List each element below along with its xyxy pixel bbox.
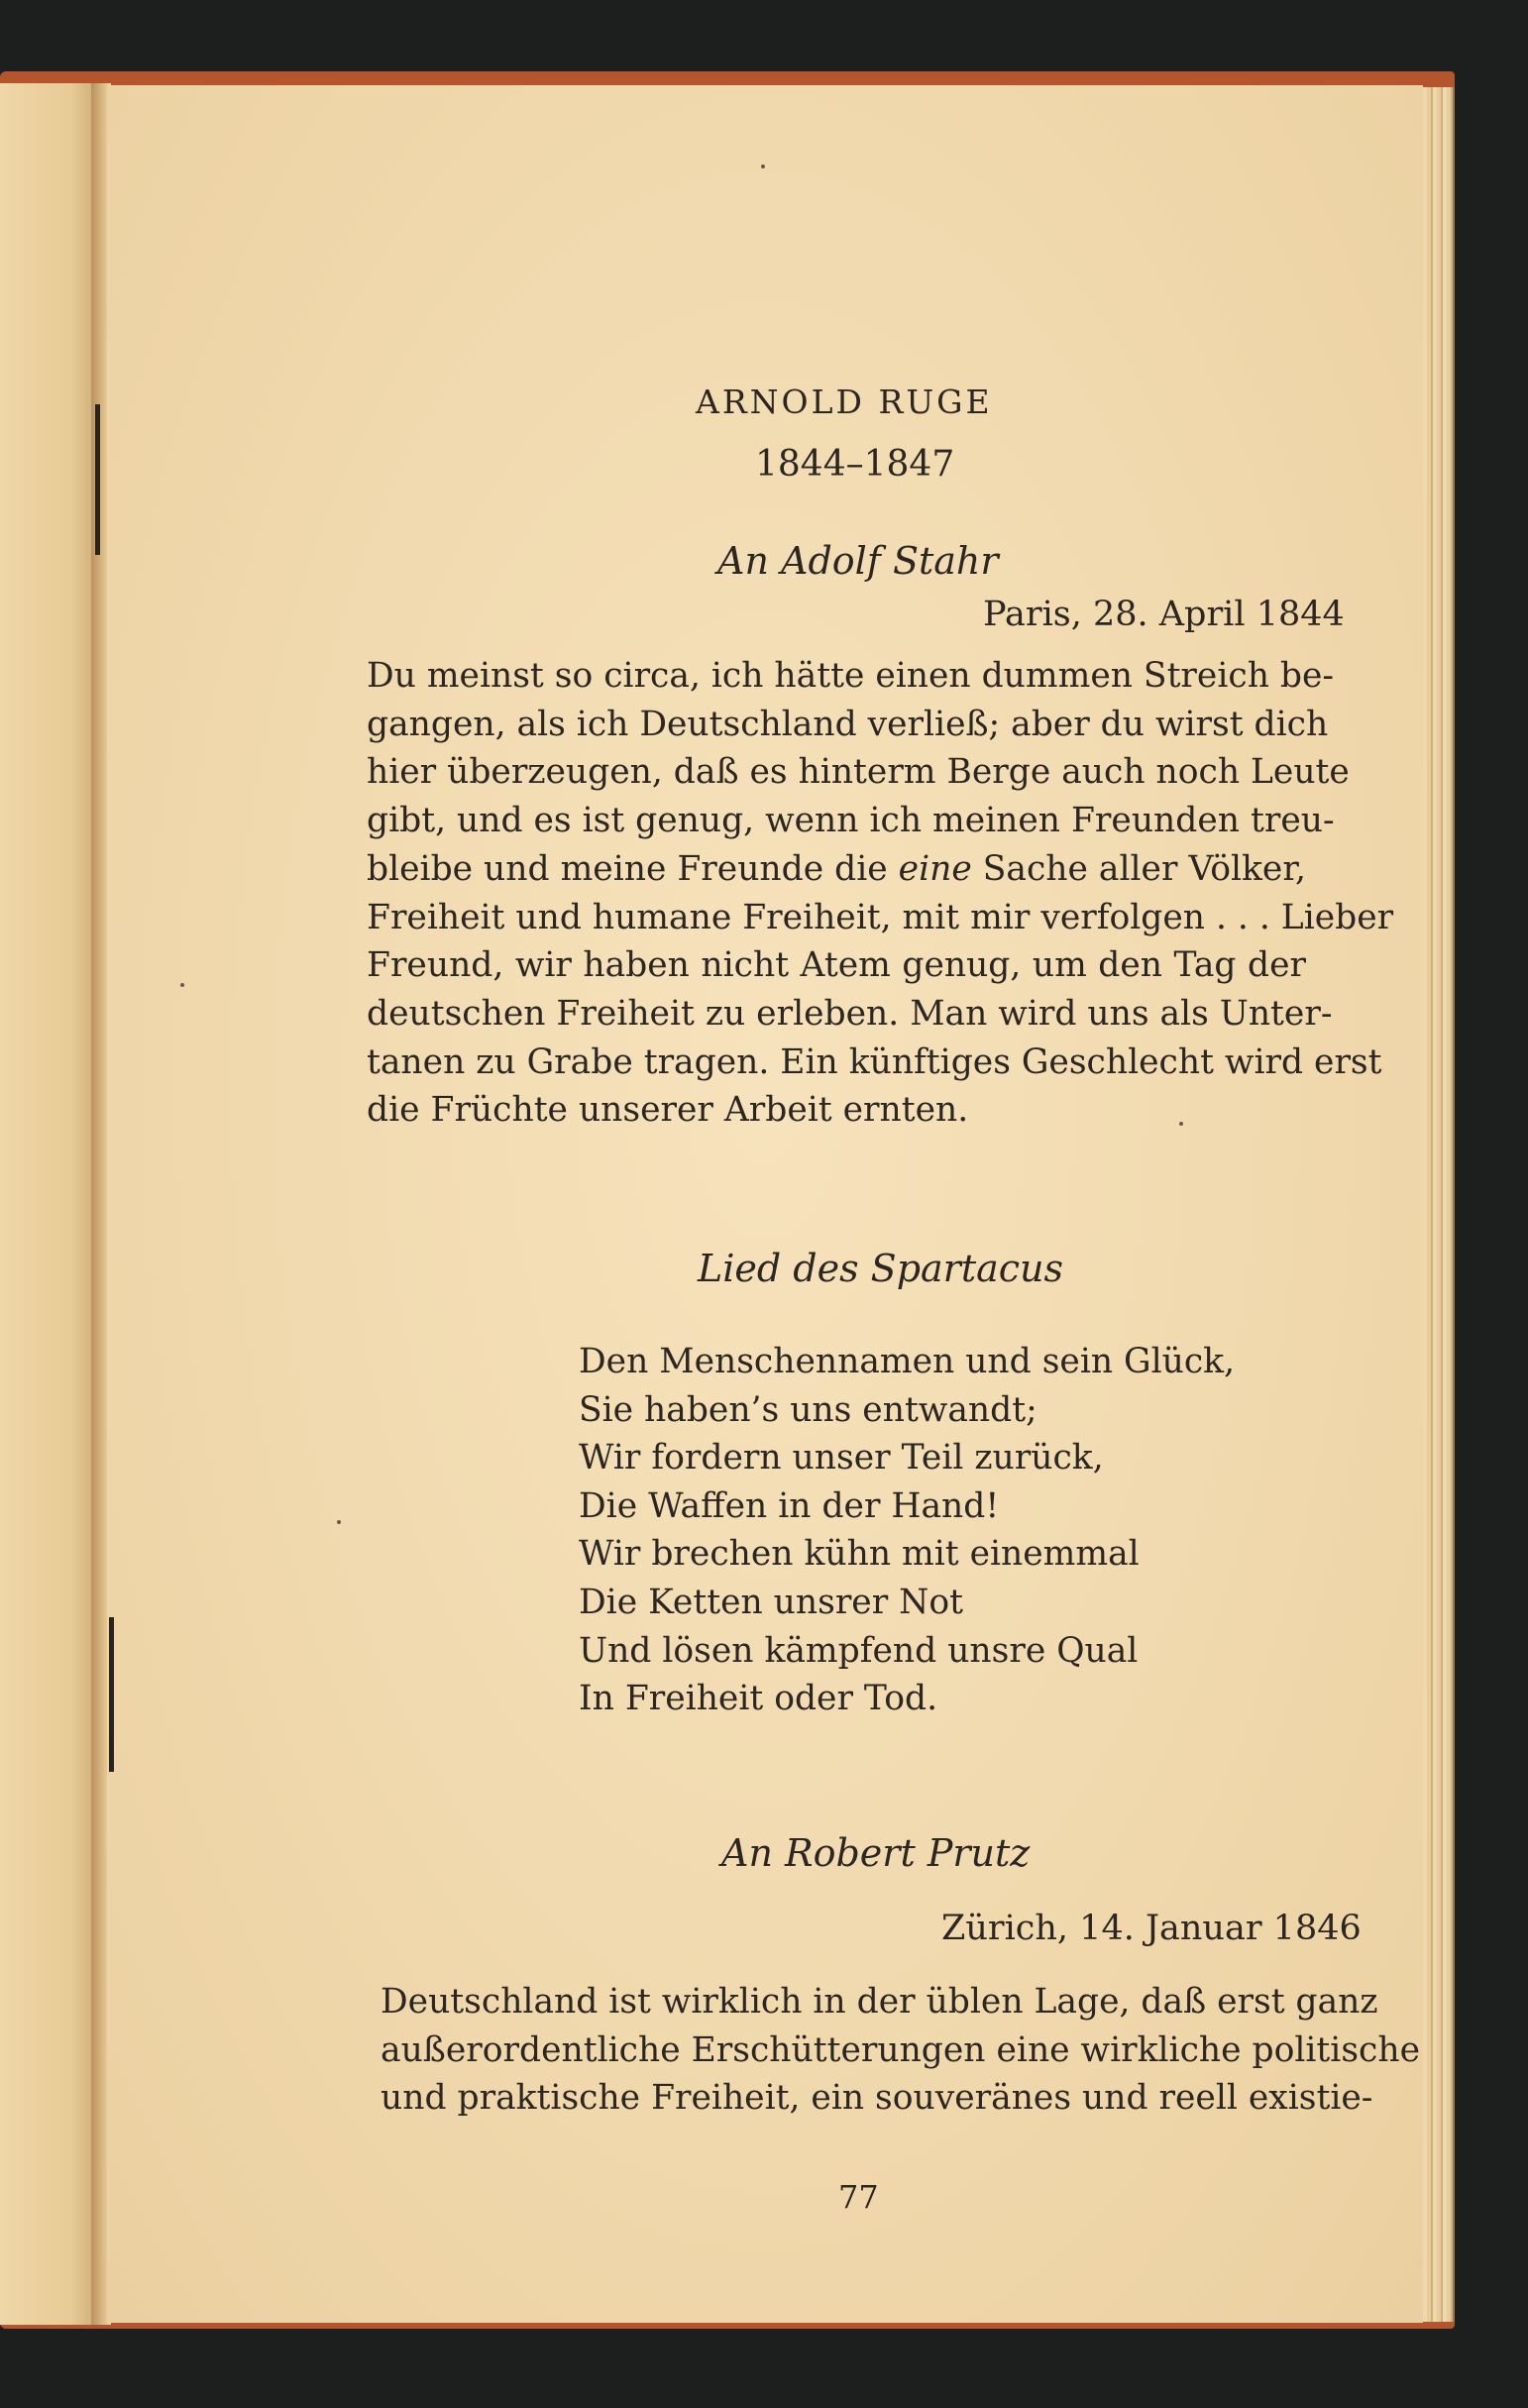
text-line: tanen zu Grabe tragen. Ein künftiges Geschlecht wird erst — [367, 1041, 1382, 1082]
text-line: die Früchte unserer Arbeit ernten. — [367, 1090, 969, 1131]
text-line: gibt, und es ist genug, wenn ich meinen Freunden treu- — [367, 801, 1335, 841]
text-fragment: bleibe und meine Freunde die — [367, 848, 899, 889]
author-name: ARNOLD RUGE — [696, 383, 993, 421]
text-line: gangen, als ich Deutschland verließ; aber du wirst dich — [367, 704, 1329, 744]
letter-body — [367, 652, 1394, 1135]
text-line: Du meinst so circa, ich hätte einen dummen Streich be- — [367, 656, 1335, 696]
letter-body — [381, 1978, 1420, 2123]
poem-line: Die Ketten unsrer Not — [579, 1582, 964, 1622]
poem-line: Wir brechen kühn mit einemmal — [579, 1534, 1140, 1575]
text-line: Deutschland ist wirklich in der üblen Lage, daß erst ganz — [381, 1982, 1378, 2022]
binding-mark — [109, 1617, 114, 1772]
binding-mark — [95, 404, 100, 555]
letter-heading: An Adolf Stahr — [717, 539, 999, 583]
poem-line: Sie haben’s uns entwandt; — [579, 1389, 1037, 1430]
poem-line: In Freiheit oder Tod. — [579, 1679, 938, 1719]
years-range: 1844–1847 — [755, 444, 955, 485]
text-line: außerordentliche Erschütterungen eine wirkliche politische — [381, 2029, 1420, 2070]
text-line: Freiheit und humane Freiheit, mit mir verfolgen . . . Lieber — [367, 897, 1394, 937]
paper-speck — [337, 1520, 341, 1524]
text-line: deutschen Freiheit zu erleben. Man wird uns als Unter- — [367, 993, 1333, 1034]
letter-dateline: Paris, 28. April 1844 — [983, 595, 1345, 634]
letter-heading: An Robert Prutz — [721, 1831, 1031, 1875]
text-line — [367, 845, 1306, 894]
paper-speck — [761, 164, 765, 168]
poem-title: Lied des Spartacus — [698, 1247, 1064, 1290]
text-fragment: Sache aller Völker, — [971, 848, 1306, 889]
letter-dateline: Zürich, 14. Januar 1846 — [941, 1909, 1362, 1948]
poem-line: Und lösen kämpfend unsre Qual — [579, 1630, 1139, 1671]
poem-line: Wir fordern unser Teil zurück, — [579, 1438, 1104, 1478]
poem-line: Die Waffen in der Hand! — [579, 1485, 1000, 1526]
emphasized-word: eine — [898, 848, 972, 889]
text-line: hier überzeugen, daß es hinterm Berge auch noch Leute — [367, 752, 1350, 793]
page-number: 77 — [838, 2178, 879, 2216]
poem-line: Den Menschennamen und sein Glück, — [579, 1342, 1236, 1381]
left-page — [0, 83, 101, 2325]
book-page — [107, 85, 1423, 2323]
text-line: Freund, wir haben nicht Atem genug, um den Tag der — [367, 945, 1306, 986]
poem-body — [579, 1338, 1235, 1723]
paper-speck — [180, 983, 184, 987]
text-line: und praktische Freiheit, ein souveränes und reell existie- — [381, 2078, 1373, 2119]
